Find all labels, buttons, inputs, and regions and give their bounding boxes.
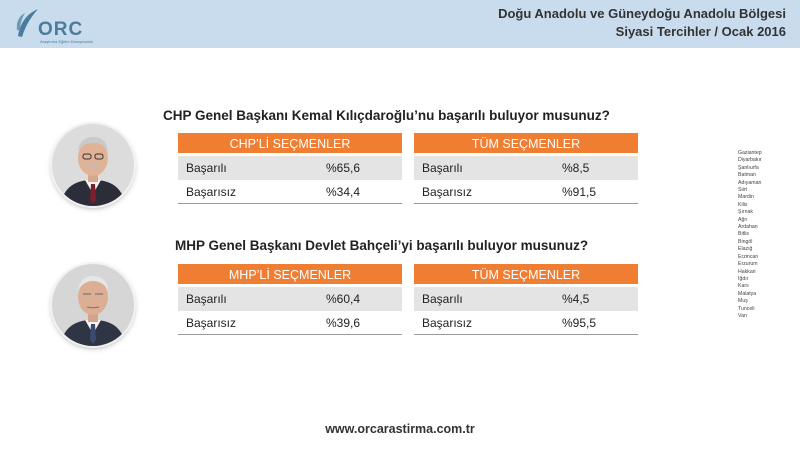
table-chp-voters (178, 133, 402, 204)
city-item: Ağrı (738, 216, 748, 223)
person-portrait-icon (52, 124, 134, 206)
row-label: Başarılı (422, 161, 463, 175)
city-item: Adıyaman (738, 179, 762, 186)
header-title-line2: Siyasi Tercihler / Ocak 2016 (615, 24, 786, 39)
row-value: %8,5 (562, 161, 590, 175)
city-item: Şırnak (738, 209, 753, 216)
city-item: Erzincan (738, 253, 759, 260)
header-title-line1: Doğu Anadolu ve Güneydoğu Anadolu Bölgesi (498, 6, 786, 21)
city-item: Hakkari (738, 268, 756, 275)
city-item: Van (738, 312, 747, 319)
footer-website: www.orcarastirma.com.tr (325, 422, 475, 436)
row-value: %65,6 (326, 161, 361, 175)
table-row (178, 156, 402, 180)
city-item: Batman (738, 172, 756, 179)
table-header: TÜM SEÇMENLER (414, 264, 638, 287)
table-row (178, 287, 402, 311)
logo-subtext: Araştırma Eğitim Danışmanlık (40, 39, 93, 44)
city-item: Tunceli (738, 305, 755, 312)
portrait-kilicdaroglu (52, 124, 134, 206)
row-value: %95,5 (562, 316, 597, 330)
city-item: Mardin (738, 194, 754, 201)
row-label: Başarılı (422, 292, 463, 306)
header-banner (0, 0, 800, 48)
orc-logo (14, 6, 94, 44)
logo-text: ORC (38, 19, 84, 40)
city-item: Gaziantep (738, 150, 762, 156)
city-item: Erzurum (738, 261, 758, 268)
table-row (414, 311, 638, 335)
city-list (738, 150, 798, 320)
city-item: Kilis (738, 201, 748, 208)
row-value: %4,5 (562, 292, 590, 306)
city-item: Muş (738, 298, 748, 305)
table-row (414, 180, 638, 204)
person-portrait-icon (52, 264, 134, 346)
city-item: Siirt (738, 187, 747, 194)
table-mhp-voters (178, 264, 402, 335)
row-label: Başarılı (186, 161, 227, 175)
table-header: MHP’Lİ SEÇMENLER (178, 264, 402, 287)
city-item: Şanlıurfa (738, 164, 759, 171)
city-item: Iğdır (738, 275, 749, 282)
leaf-logo-icon (14, 6, 40, 40)
table-header: CHP’Lİ SEÇMENLER (178, 133, 402, 156)
city-item: Elazığ (738, 246, 753, 253)
portrait-bahceli (52, 264, 134, 346)
table-row (414, 156, 638, 180)
question-mhp: MHP Genel Başkanı Devlet Bahçeli’yi başarılı buluyor musunuz? (175, 238, 589, 253)
row-value: %91,5 (562, 185, 597, 199)
row-value: %39,6 (326, 316, 361, 330)
table-all-voters-mhp (414, 264, 638, 335)
table-row (414, 287, 638, 311)
table-row (178, 311, 402, 335)
header-title (498, 5, 786, 41)
city-item: Bitlis (738, 231, 749, 238)
row-label: Başarılı (186, 292, 227, 306)
table-all-voters-chp (414, 133, 638, 204)
row-label: Başarısız (186, 185, 237, 199)
row-label: Başarısız (422, 316, 473, 330)
city-item: Malatya (738, 290, 757, 297)
city-item: Diyarbakır (738, 157, 762, 164)
row-value: %34,4 (326, 185, 361, 199)
city-item: Kars (738, 283, 749, 290)
row-value: %60,4 (326, 292, 361, 306)
city-item: Ardahan (738, 224, 758, 231)
row-label: Başarısız (422, 185, 473, 199)
table-row (178, 180, 402, 204)
row-label: Başarısız (186, 316, 237, 330)
table-header: TÜM SEÇMENLER (414, 133, 638, 156)
question-chp: CHP Genel Başkanı Kemal Kılıçdaroğlu’nu başarılı buluyor musunuz? (163, 108, 610, 123)
city-item: Bingöl (738, 238, 753, 245)
